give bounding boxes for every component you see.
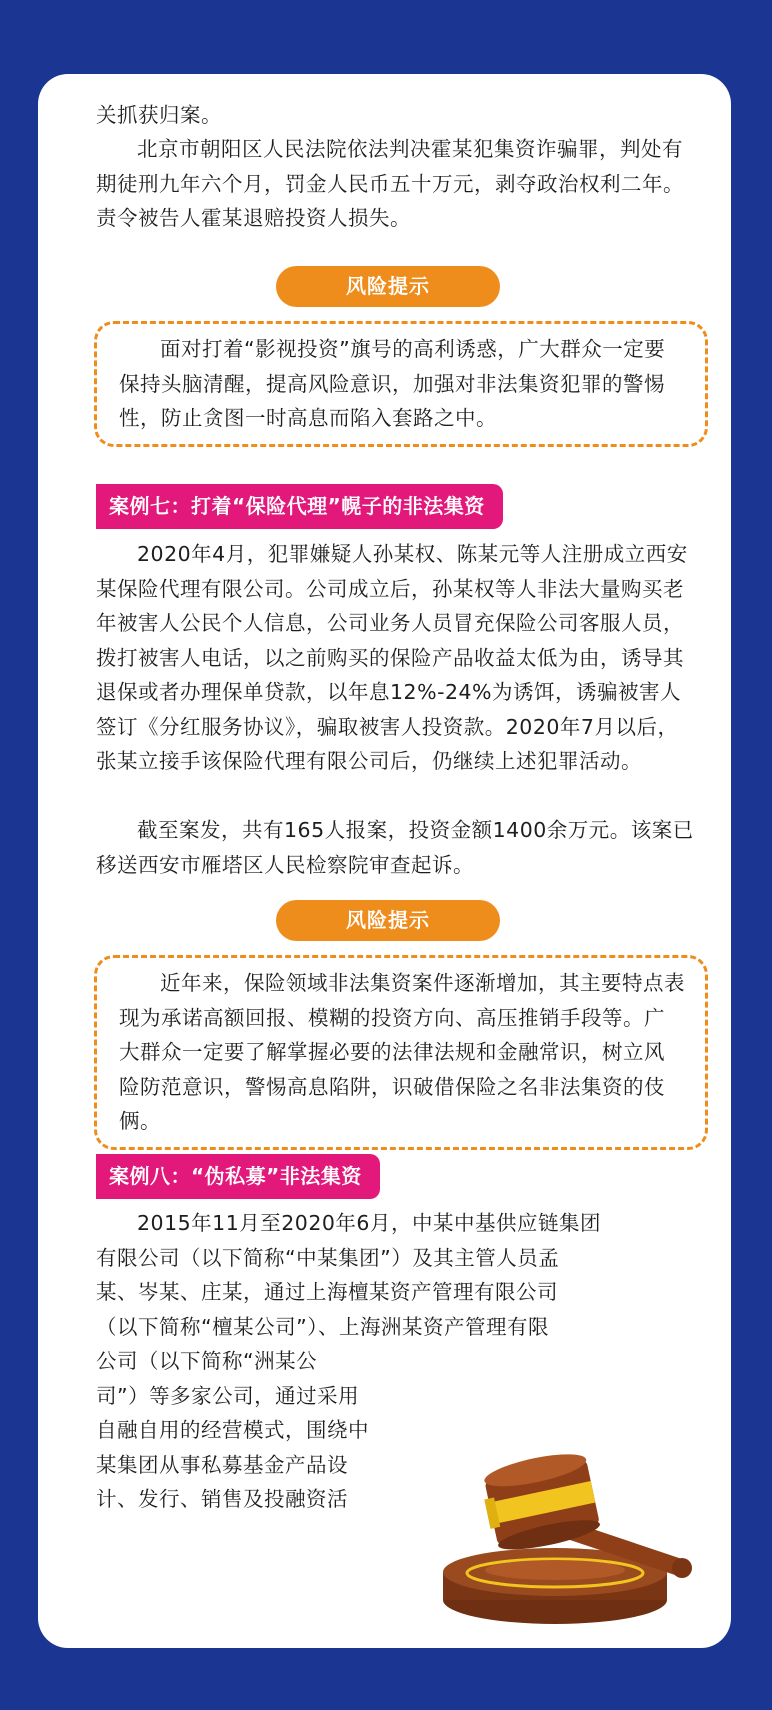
risk-tip-box-1	[94, 321, 708, 447]
case8-line: 某集团从事私募基金产品设	[96, 1452, 348, 1477]
risk-tip-text-2: 近年来，保险领域非法集资案件逐渐增加，其主要特点表现为承诺高额回报、模糊的投资方向、高压推销手段等。广大群众一定要了解掌握必要的法律法规和金融常识，树立风险防范意识，警惕高息陷阱，识破借保险之名非法集资的伎俩。	[119, 971, 685, 1133]
case7-paragraph-2: 截至案发，共有165人报案，投资金额1400余万元。该案已移送西安市雁塔区人民检察院审查起诉。	[96, 818, 694, 877]
risk-tip-label-2: 风险提示	[276, 900, 500, 941]
risk-tip-box-2	[94, 955, 708, 1150]
verdict-paragraph: 北京市朝阳区人民法院依法判决霍某犯集资诈骗罪，判处有期徒刑九年六个月，罚金人民币五十万元，剥夺政治权利二年。责令被告人霍某退赔投资人损失。	[96, 137, 684, 230]
case8-line: 2015年11月至2020年6月，中某中基供应链集团	[137, 1211, 601, 1235]
risk-tip-label-1: 风险提示	[276, 266, 500, 307]
case8-line: 计、发行、销售及投融资活	[96, 1487, 348, 1511]
case8-line: 有限公司（以下简称“中某集团”）及其主管人员孟	[96, 1245, 560, 1270]
content-card	[38, 74, 731, 1648]
case8-line: 自融自用的经营模式，围绕中	[96, 1418, 369, 1442]
case8-title: 案例八：“伪私募”非法集资	[96, 1154, 380, 1199]
case7-paragraph-1: 2020年4月，犯罪嫌疑人孙某权、陈某元等人注册成立西安某保险代理有限公司。公司成立后，孙某权等人非法大量购买老年被害人公民个人信息，公司业务人员冒充保险公司客服人员，拨打被害人电话，以之前购买的保险产品收益太低为由，诱导其退保或者办理保单贷款，以年息12%-24%为诱饵，诱骗被害人签订《分红服务协议》，骗取被害人投资款。2020年7月以后，张某立接手该保险代理有限公司后，仍继续上述犯罪活动。	[96, 542, 688, 773]
case7-title: 案例七：打着“保险代理”幌子的非法集资	[96, 484, 503, 529]
case8-line: （以下简称“檀某公司”）、上海洲某资产管理有限	[96, 1314, 549, 1339]
risk-tip-text-1: 面对打着“影视投资”旗号的高利诱惑，广大群众一定要保持头脑清醒，提高风险意识，加强对非法集资犯罪的警惕性，防止贪图一时高息而陷入套路之中。	[119, 337, 666, 430]
case8-line: 司”）等多家公司，通过采用	[96, 1383, 360, 1408]
gavel-icon	[430, 1452, 700, 1632]
intro-end-text: 关抓获归案。	[96, 103, 222, 127]
case8-line: 某、岑某、庄某，通过上海檀某资产管理有限公司	[96, 1280, 558, 1304]
case8-line: 公司（以下简称“洲某公	[96, 1349, 318, 1373]
